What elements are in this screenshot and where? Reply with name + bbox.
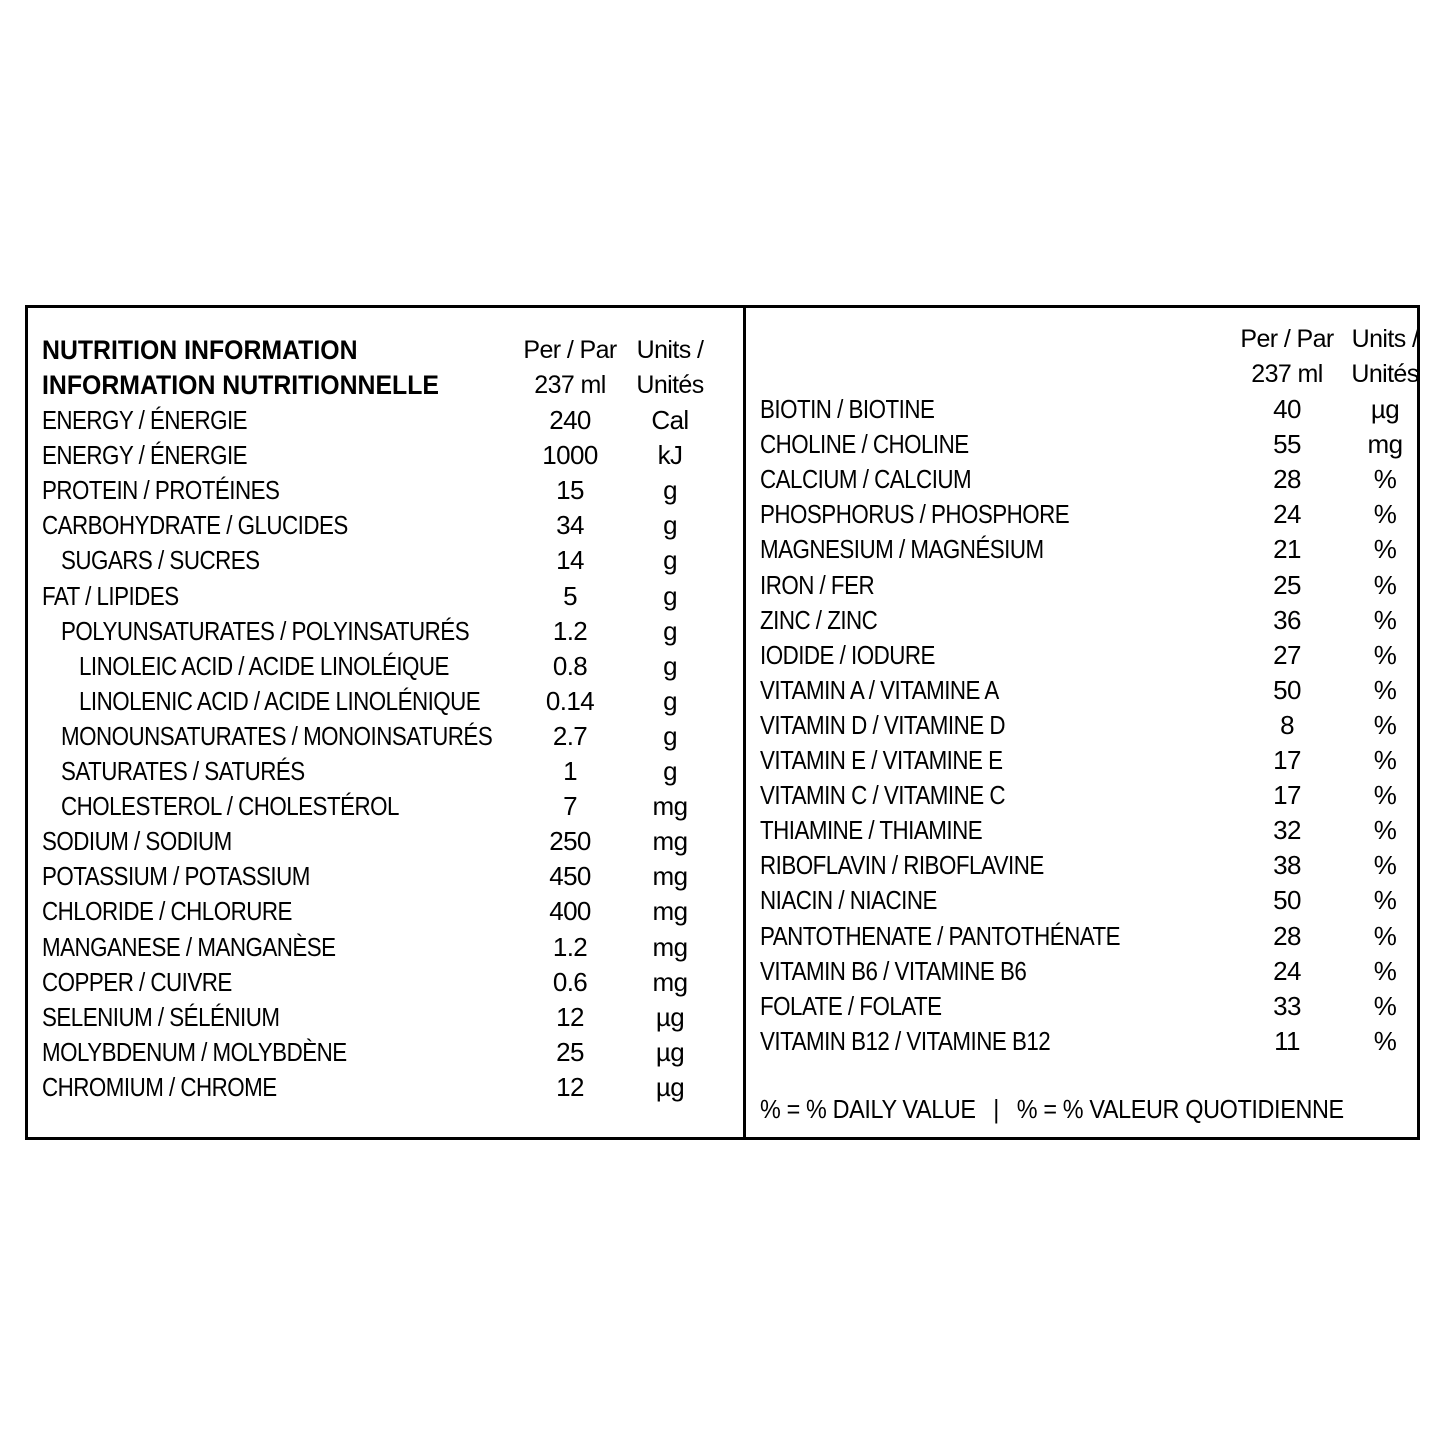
nutrient-name: IODIDE / IODURE [760,639,935,670]
nutrient-amount: 27 [1273,639,1301,670]
left-nutrient-row [28,649,718,684]
left-nutrient-row [28,684,718,719]
nutrient-amount: 1 [563,756,577,786]
nutrient-name: POTASSIUM / POTASSIUM [42,861,310,892]
nutrient-name: MOLYBDENUM / MOLYBDÈNE [42,1036,347,1067]
nutrient-amount: 8 [1280,709,1294,740]
nutrient-unit: mg [652,826,688,857]
left-panel [28,308,718,1137]
nutrient-unit: % [1373,534,1397,565]
nutrient-name: ZINC / ZINC [760,604,878,635]
nutrient-amount: 28 [1273,920,1301,951]
right-nutrient-row [746,778,1420,813]
nutrient-amount: 40 [1273,394,1301,424]
left-nutrient-row [28,473,718,508]
nutrient-name: PANTOTHENATE / PANTOTHÉNATE [760,920,1121,951]
nutrient-name: SATURATES / SATURÉS [61,756,305,786]
nutrient-amount: 50 [1273,674,1301,705]
nutrient-unit: % [1373,920,1397,951]
nutrient-amount: 1.2 [552,615,588,646]
nutrient-unit: % [1373,780,1397,811]
nutrient-name: PROTEIN / PROTÉINES [42,475,280,506]
nutrient-unit: µg [655,1071,685,1102]
right-nutrient-row [746,427,1420,462]
nutrient-name: RIBOFLAVIN / RIBOFLAVINE [760,850,1044,881]
nutrient-unit: Cal [651,405,689,435]
nutrient-unit: % [1373,815,1397,846]
nutrient-name: VITAMIN C / VITAMINE C [760,780,1005,811]
right-nutrient-row [746,497,1420,532]
nutrient-amount: 0.6 [552,966,588,997]
left-nutrient-row [28,894,718,929]
right-nutrient-row [746,883,1420,918]
nutrient-name: CALCIUM / CALCIUM [760,464,972,495]
nutrient-unit: g [663,720,677,751]
nutrient-amount: 5 [563,580,577,611]
nutrient-unit: kJ [657,440,683,471]
nutrient-amount: 240 [549,405,591,435]
header-amount-line1: Per / Par [523,336,617,364]
right-nutrient-row [746,708,1420,743]
left-nutrient-row [28,965,718,1000]
nutrient-name: FAT / LIPIDES [42,580,179,611]
footnote-en: % = % DAILY VALUE [760,1094,976,1124]
nutrient-unit: µg [655,1036,685,1067]
right-nutrient-row [746,392,1420,427]
nutrient-unit: mg [1367,429,1403,460]
nutrient-unit: % [1373,604,1397,635]
nutrient-amount: 250 [549,826,591,857]
right-nutrient-row [746,638,1420,673]
nutrient-name: CHOLINE / CHOLINE [760,429,969,460]
title-en: NUTRITION INFORMATION [42,335,358,365]
nutrient-amount: 34 [556,510,584,541]
right-nutrient-row [746,1024,1420,1059]
nutrient-unit: mg [652,791,688,822]
nutrient-name: ENERGY / ÉNERGIE [42,405,248,435]
left-nutrient-row [28,508,718,543]
nutrient-unit: % [1373,639,1397,670]
nutrient-amount: 17 [1273,745,1301,775]
right-nutrient-row [746,673,1420,708]
nutrient-name: VITAMIN A / VITAMINE A [760,674,999,705]
left-nutrient-row [28,543,718,578]
nutrient-amount: 15 [556,475,584,506]
header-amount-line2: 237 ml [1251,360,1323,388]
nutrient-unit: g [663,475,677,506]
nutrient-amount: 25 [556,1036,584,1067]
header-units-line2: Unités [1351,360,1419,388]
nutrient-amount: 21 [1273,534,1301,565]
nutrient-unit: g [663,650,677,681]
nutrient-unit: mg [652,966,688,997]
nutrient-unit: % [1373,464,1397,495]
nutrition-label [25,305,1420,1140]
nutrient-amount: 33 [1273,990,1301,1021]
left-nutrient-row [28,579,718,614]
right-nutrient-row [746,462,1420,497]
header-amount-line1: Per / Par [1240,325,1334,353]
nutrient-unit: g [663,580,677,611]
nutrient-name: CARBOHYDRATE / GLUCIDES [42,510,348,541]
nutrient-amount: 36 [1273,604,1301,635]
nutrient-name: SELENIUM / SÉLÉNIUM [42,1001,280,1032]
nutrient-name: VITAMIN D / VITAMINE D [760,709,1005,740]
nutrient-unit: mg [652,931,688,962]
nutrient-amount: 17 [1273,780,1301,811]
nutrient-name: IRON / FER [760,569,875,600]
nutrient-amount: 55 [1273,429,1301,460]
nutrient-amount: 450 [549,861,591,892]
header-units-line2: Unités [636,371,704,399]
nutrient-name: MAGNESIUM / MAGNÉSIUM [760,534,1044,565]
nutrient-name: CHLORIDE / CHLORURE [42,896,292,927]
nutrient-unit: % [1373,745,1397,775]
nutrient-amount: 24 [1273,955,1301,986]
nutrient-unit: µg [655,1001,685,1032]
right-nutrient-row [746,954,1420,989]
nutrient-amount: 0.8 [552,650,588,681]
nutrient-unit: % [1373,499,1397,530]
nutrient-name: VITAMIN B6 / VITAMINE B6 [760,955,1027,986]
left-nutrient-row [28,824,718,859]
right-nutrient-row [746,743,1420,778]
nutrient-name: PHOSPHORUS / PHOSPHORE [760,499,1070,530]
nutrient-name: VITAMIN B12 / VITAMINE B12 [760,1025,1051,1056]
nutrient-unit: % [1373,709,1397,740]
footnote-separator: | [993,1094,1000,1124]
right-nutrient-row [746,813,1420,848]
nutrient-unit: g [663,545,677,576]
nutrient-amount: 14 [556,545,584,576]
nutrient-unit: g [663,510,677,541]
left-nutrient-row [28,1070,718,1105]
left-nutrient-row [28,789,718,824]
left-nutrient-row [28,719,718,754]
nutrient-unit: % [1373,990,1397,1021]
daily-value-footnote [760,1092,1344,1127]
header-units-line1: Units / [1351,325,1419,353]
right-nutrient-row [746,568,1420,603]
nutrient-amount: 24 [1273,499,1301,530]
nutrient-name: LINOLEIC ACID / ACIDE LINOLÉIQUE [79,650,449,681]
nutrient-name: FOLATE / FOLATE [760,990,942,1021]
nutrient-amount: 11 [1274,1025,1300,1056]
nutrient-unit: g [663,685,677,716]
nutrient-amount: 7 [563,791,577,822]
nutrient-name: ENERGY / ÉNERGIE [42,440,248,471]
nutrient-name: CHROMIUM / CHROME [42,1071,277,1102]
nutrient-unit: µg [1370,394,1400,424]
nutrient-amount: 12 [556,1071,584,1102]
nutrient-name: MANGANESE / MANGANÈSE [42,931,336,962]
nutrient-name: SUGARS / SUCRES [61,545,260,576]
left-nutrient-row [28,1035,718,1070]
nutrient-unit: % [1373,1025,1397,1056]
nutrient-amount: 25 [1273,569,1301,600]
right-panel [746,308,1420,1137]
nutrient-name: CHOLESTEROL / CHOLESTÉROL [61,791,399,822]
nutrient-amount: 12 [556,1001,584,1032]
header-units-line1: Units / [636,336,704,364]
nutrient-unit: g [663,756,677,786]
nutrient-unit: % [1373,674,1397,705]
right-nutrient-row [746,848,1420,883]
nutrient-amount: 400 [549,896,591,927]
nutrient-name: SODIUM / SODIUM [42,826,232,857]
nutrient-amount: 2.7 [552,720,588,751]
nutrient-amount: 50 [1273,885,1301,916]
nutrient-amount: 0.14 [545,685,595,716]
nutrient-name: COPPER / CUIVRE [42,966,232,997]
nutrient-amount: 38 [1273,850,1301,881]
nutrient-name: MONOUNSATURATES / MONOINSATURÉS [61,720,493,751]
nutrient-amount: 32 [1273,815,1301,846]
nutrient-amount: 28 [1273,464,1301,495]
nutrient-unit: % [1373,569,1397,600]
nutrient-name: POLYUNSATURATES / POLYINSATURÉS [61,615,470,646]
left-nutrient-row [28,1000,718,1035]
nutrient-unit: % [1373,955,1397,986]
nutrient-name: BIOTIN / BIOTINE [760,394,935,424]
nutrient-unit: % [1373,850,1397,881]
footnote-fr: % = % VALEUR QUOTIDIENNE [1016,1094,1344,1124]
nutrient-name: LINOLENIC ACID / ACIDE LINOLÉNIQUE [79,685,481,716]
title-fr: INFORMATION NUTRITIONNELLE [42,370,439,400]
nutrient-unit: mg [652,861,688,892]
nutrient-amount: 1000 [542,440,598,471]
nutrient-unit: g [663,615,677,646]
left-nutrient-row [28,438,718,473]
left-nutrient-row [28,754,718,789]
nutrient-name: THIAMINE / THIAMINE [760,815,983,846]
right-nutrient-row [746,919,1420,954]
left-nutrient-row [28,859,718,894]
nutrient-name: NIACIN / NIACINE [760,885,937,916]
left-nutrient-row [28,930,718,965]
nutrient-unit: % [1373,885,1397,916]
left-nutrient-row [28,614,718,649]
left-nutrient-row [28,403,718,438]
nutrient-name: VITAMIN E / VITAMINE E [760,745,1003,775]
nutrient-unit: mg [652,896,688,927]
nutrient-amount: 1.2 [552,931,588,962]
header-amount-line2: 237 ml [534,371,606,399]
right-nutrient-row [746,989,1420,1024]
right-nutrient-row [746,532,1420,567]
right-nutrient-row [746,603,1420,638]
